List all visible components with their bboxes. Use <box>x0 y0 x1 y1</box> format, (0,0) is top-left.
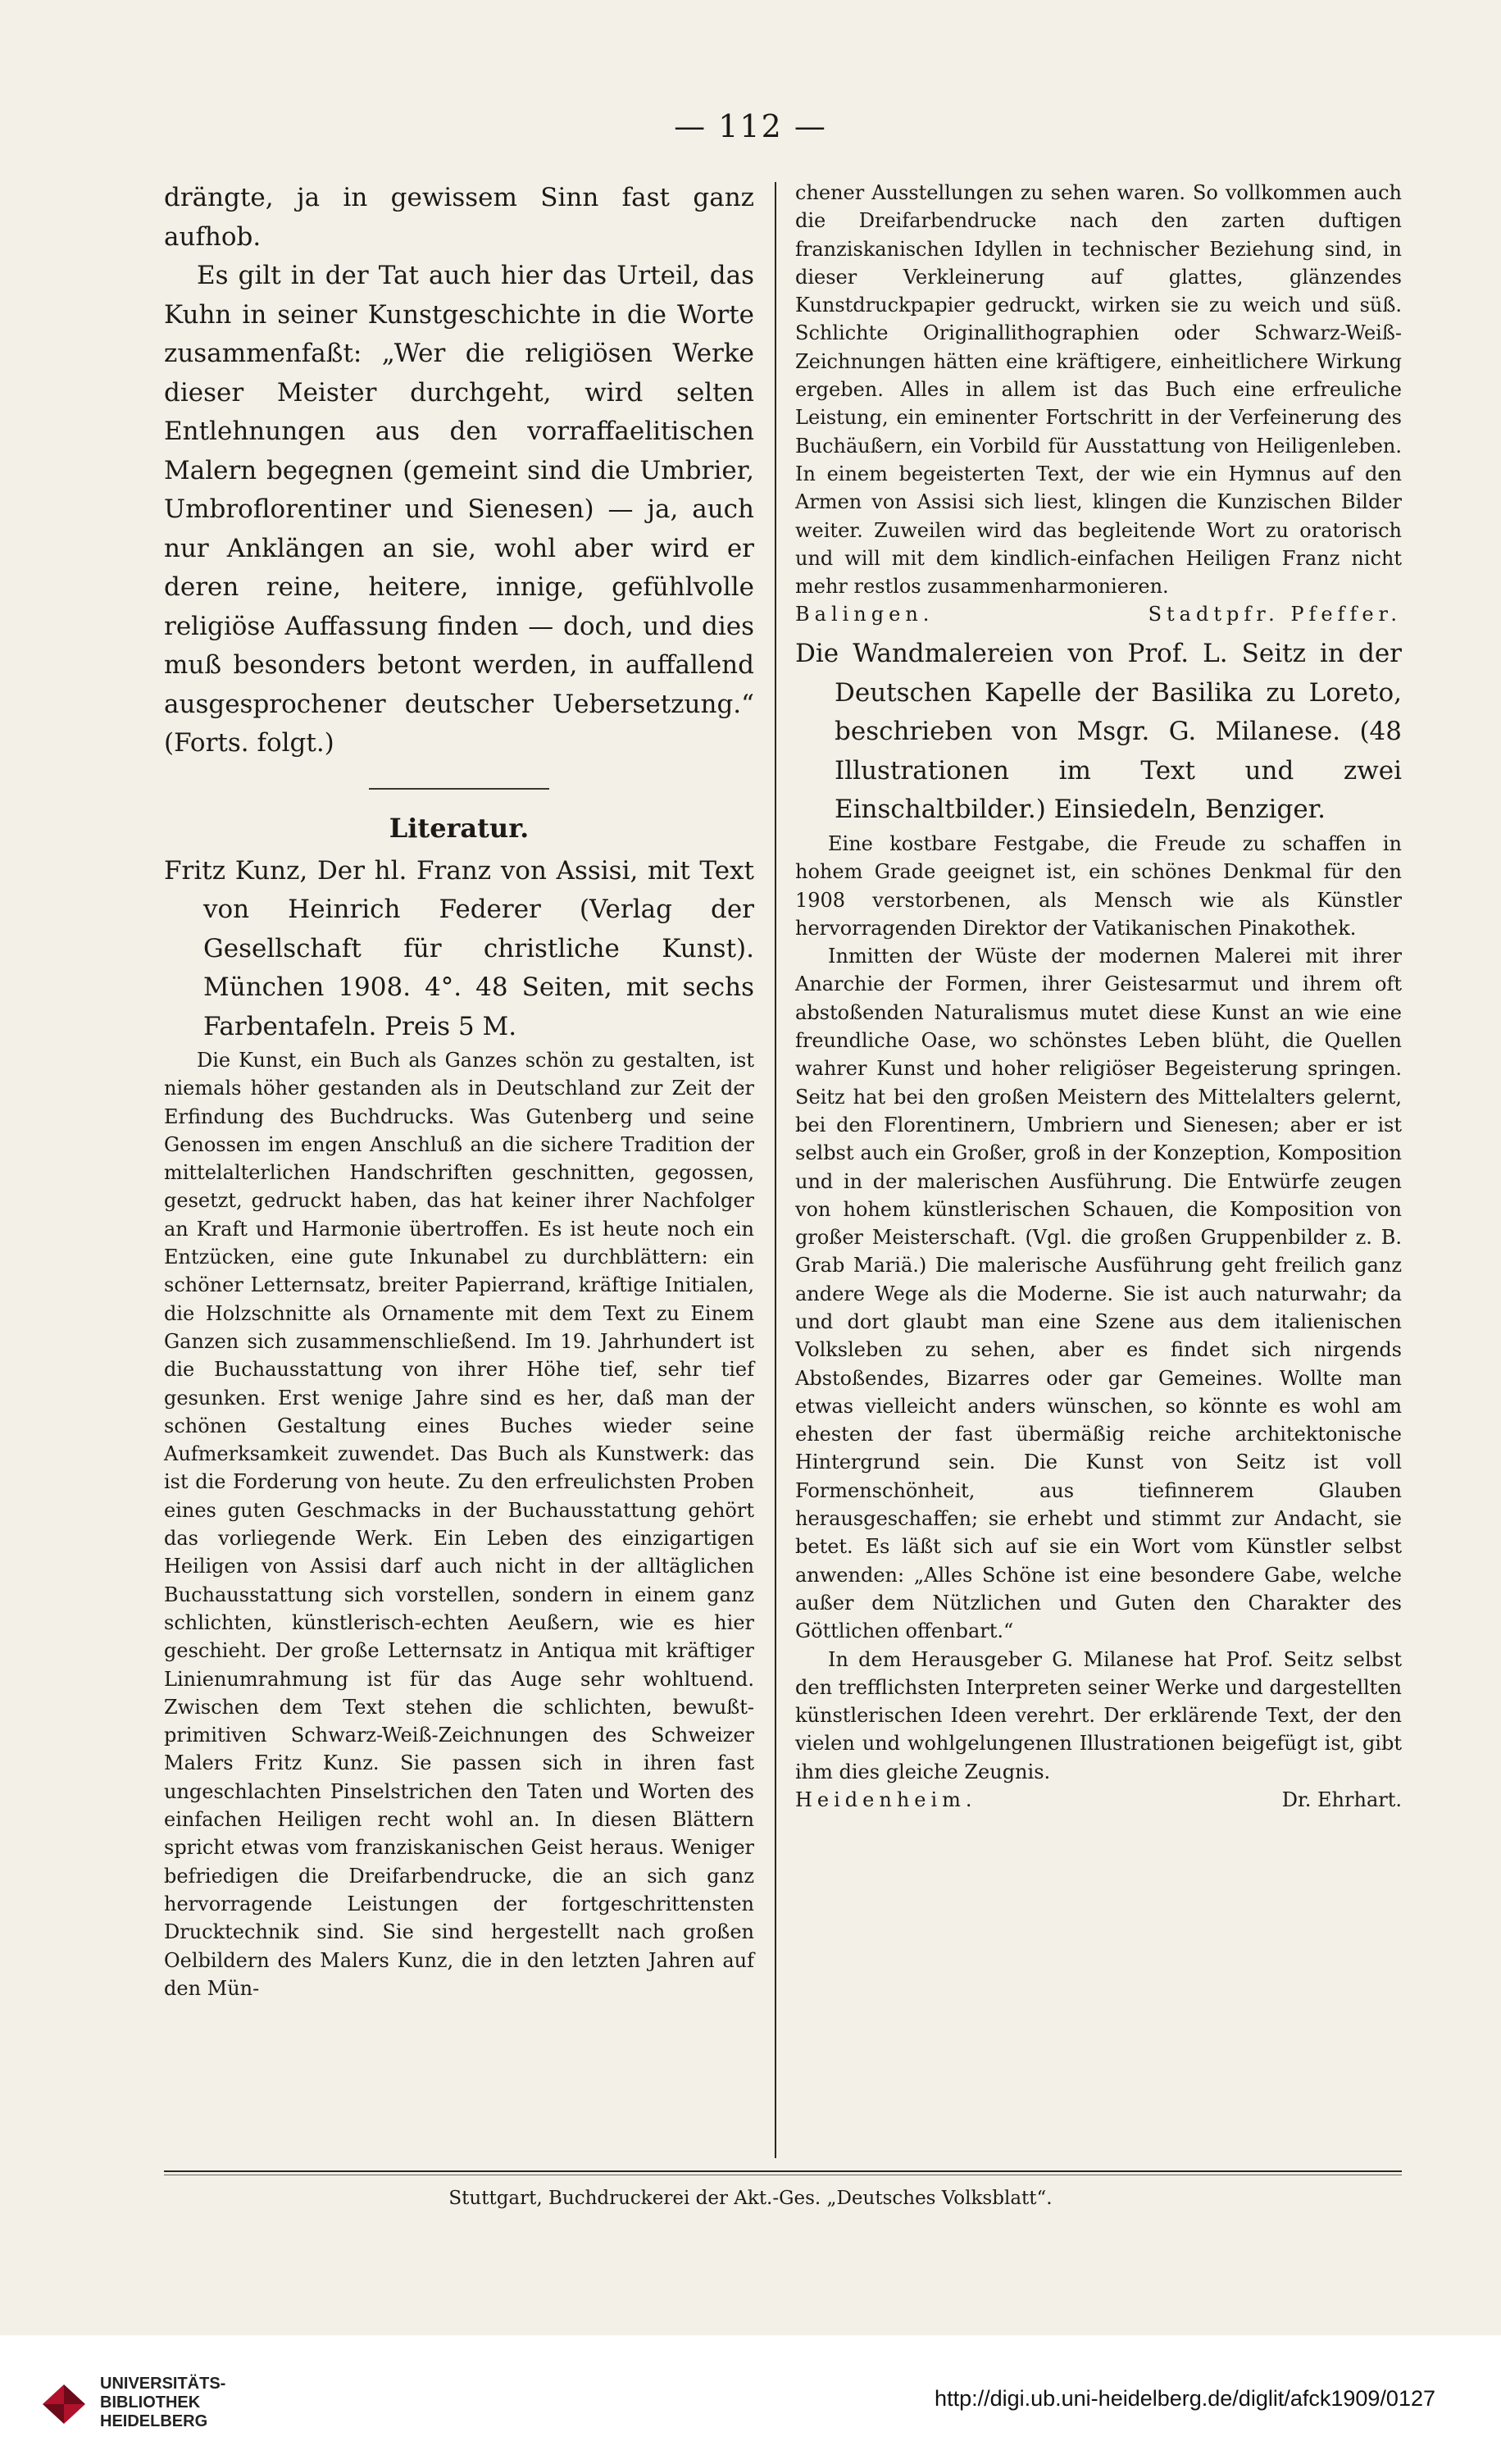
right-column <box>795 179 1402 1814</box>
library-name <box>100 2375 225 2431</box>
university-library-logo-icon <box>39 2380 89 2429</box>
signature-place: Heidenheim. <box>795 1788 977 1812</box>
signature-author: Dr. Ehrhart. <box>1281 1788 1402 1812</box>
review-franz-von-assisi-continued: chener Ausstellungen zu sehen waren. So vollkommen auch die Dreifarbendrucke nach den zarten duftigen franziskanischen Idyllen in technischer Beziehung sind, in dieser Verkleinerung auf glattes, glänzendes Kunstdruckpapier gedruckt, wirken sie zu weich und süß. Schlichte Originallithographien oder Schwarz-Weiß-Zeichnungen hätten eine kräftigere, einheitlichere Wirkung ergeben. Alles in allem ist das Buch eine erfreuliche Leistung, ein eminenter Fortschritt in der Verfeinerung des Buchäußern, ein Vorbild für Ausstattung von Heiligenleben. In einem begeisterten Text, der wie ein Hymnus auf den Armen von Assisi sich liest, klingen die Kunzischen Bilder weiter. Zuweilen wird das begleitende Wort zu oratorisch und will mit dem kindlich-einfachen Heiligen Franz nicht mehr restlos zusammenharmonieren. <box>795 181 1402 599</box>
review-wandmalereien-body: Inmitten der Wüste der modernen Malerei mit ihrer Anarchie der Formen, ihrer Geistesarmut und ihrem oft abstoßenden Naturalismus mutet diese Kunst an wie eine freundliche Oase, wo schönstes Leben blüht, die Quellen wahrer Kunst und hoher religiöser Begeisterung springen. Seitz hat bei den großen Meistern des Mittelalters gelernt, bei den Florentinern, Umbriern und Sienesen; aber er ist selbst auch ein Großer, groß in der Konzeption, Komposition und in der malerischen Ausführung. Die Entwürfe zeugen von hohem künstlerischen Schauen, die Komposition von großer Meisterschaft. (Vgl. die großen Gruppenbilder z. B. Grab Mariä.) Die malerische Ausführung geht freilich ganz andere Wege als die Moderne. Sie ist auch naturwahr; da und dort glaubt man eine Szene aus dem italienischen Volksleben zu sehen, aber es findet sich nirgends Abstoßendes, Bizarres oder gar Gemeines. Wollte man etwas vielleicht anders wünschen, so könnte es wohl am ehesten der fast übermäßig reiche architektonische Hintergrund sein. Die Kunst von Seitz ist voll Formenschönheit, aus tiefinnerem Glauben herausgeschaffen; sie erhebt und stimmt zur Andacht, sie betet. Es läßt sich auf sie ein Wort vom Künstler selbst anwenden: „Alles Schöne ist eine besondere Gabe, welche außer dem Nützlichen und Guten den Charakter des Göttlichen offenbart.“ <box>795 945 1402 1643</box>
book-entry-franz-von-assisi: Fritz Kunz, Der hl. Franz von Assisi, mit Text von Heinrich Federer (Verlag der Gesellschaft für christliche Kunst). München 1908. 4°. 48 Seiten, mit sechs Farbentafeln. Preis 5 M. <box>164 855 754 1041</box>
page-number: — 112 — <box>674 108 827 144</box>
library-name-line: BIBLIOTHEK <box>100 2393 201 2412</box>
source-url-link[interactable]: http://digi.ub.uni-heidelberg.de/diglit/afck1909/0127 <box>935 2386 1435 2411</box>
left-column <box>164 179 754 2002</box>
paragraph-urteil: Es gilt in der Tat auch hier das Urteil, das Kuhn in seiner Kunstgeschichte in die Worte zusammenfaßt: „Wer die religiösen Werke dieser Meister durchgeht, wird selten Entlehnungen aus den vorraffaelitischen Malern begegnen (gemeint sind die Umbrier, Umbroflorentiner und Sienesen) — ja, auch nur Anklängen an sie, wohl aber wird er deren reine, heitere, innige, gefühlvolle religiöse Auffassung finden — doch, und dies muß besonders betont werden, in auffallend ausgesprochener deutscher Uebersetzung.“ (Forts. folgt.) <box>164 261 754 758</box>
signature-pfeffer <box>795 600 1402 628</box>
footer-rule <box>164 2170 1402 2172</box>
printer-imprint: Stuttgart, Buchdruckerei der Akt.-Ges. „Deutsches Volksblatt“. <box>448 2188 1053 2209</box>
library-name-line: HEIDELBERG <box>100 2412 208 2430</box>
section-heading-literatur: Literatur. <box>389 812 530 844</box>
review-wandmalereien-closing: In dem Herausgeber G. Milanese hat Prof. Seitz selbst den trefflichsten Interpreten seiner Werke und dargestellten künstlerischen Ideen verehrt. Der erklärende Text, der den vielen und wohlgelungenen Illustrationen beigefügt ist, gibt ihm dies gleiche Zeugnis. <box>795 1647 1402 1783</box>
signature-author: Stadtpfr. Pfeffer. <box>1148 603 1402 626</box>
paragraph-continuation: drängte, ja in gewissem Sinn fast ganz aufhob. <box>164 183 754 252</box>
review-wandmalereien-intro: Eine kostbare Festgabe, die Freude zu schaffen in hohem Grade geeignet ist, ein schönes Denkmal für den 1908 verstorbenen, als Mensch wie als Künstler hervorragenden Direktor der Vatikanischen Pinakothek. <box>795 831 1402 940</box>
column-divider <box>775 182 776 2158</box>
signature-ehrhart <box>795 1786 1402 1814</box>
book-entry-wandmalereien: Die Wandmalereien von Prof. L. Seitz in der Deutschen Kapelle der Basilika zu Loreto, beschrieben von Msgr. G. Milanese. (48 Illustrationen im Text und zwei Einschaltbilder.) Einsiedeln, Benziger. <box>795 639 1402 825</box>
signature-place: Balingen. <box>795 603 935 626</box>
library-name-line: UNIVERSITÄTS- <box>100 2375 226 2393</box>
section-divider <box>369 788 549 790</box>
review-franz-von-assisi: Die Kunst, ein Buch als Ganzes schön zu gestalten, ist niemals höher gestanden als in Deutschland zur Zeit der Erfindung des Buchdrucks. Was Gutenberg und seine Genossen im engen Anschluß an die sichere Tradition der mittelalterlichen Handschriften geschnitten, gegossen, gesetzt, gedruckt haben, das hat keiner ihrer Nachfolger an Kraft und Harmonie übertroffen. Es ist heute noch ein Entzücken, eine gute Inkunabel zu durchblättern: ein schöner Letternsatz, breiter Papierrand, kräftige Initialen, die Holzschnitte als Ornamente mit dem Text zu Einem Ganzen sich zusammenschließend. Im 19. Jahrhundert ist die Buchausstattung von ihrer Höhe tief, sehr tief gesunken. Erst wenige Jahre sind es her, daß man der schönen Gestaltung eines Buches wieder seine Aufmerksamkeit zuwendet. Das Buch als Kunstwerk: das ist die Forderung von heute. Zu den erfreulichsten Proben eines guten Geschmacks in der Buchausstattung gehört das vorliegende Werk. Ein Leben des einzigartigen Heiligen von Assisi darf auch nicht in der alltäglichen Buchausstattung sich vorstellen, sondern in einem ganz schlichten, künstlerisch-echten Aeußern, wie es hier geschieht. Der große Letternsatz in Antiqua mit kräftiger Linienumrahmung ist für das Auge sehr wohltuend. Zwischen dem Text stehen die schlichten, bewußt-primitiven Schwarz-Weiß-Zeichnungen des Schweizer Malers Fritz Kunz. Sie passen sich in ihren fast ungeschlachten Pinselstrichen den Taten und Worten des einfachen Heiligen recht wohl an. In diesen Blättern spricht etwas vom franziskanischen Geist heraus. Weniger befriedigen die Dreifarbendrucke, die an sich ganz hervorragende Leistungen der fortgeschrittensten Drucktechnik sind. Sie sind hergestellt nach großen Oelbildern des Malers Kunz, die in den letzten Jahren auf den Mün- <box>164 1049 754 2000</box>
